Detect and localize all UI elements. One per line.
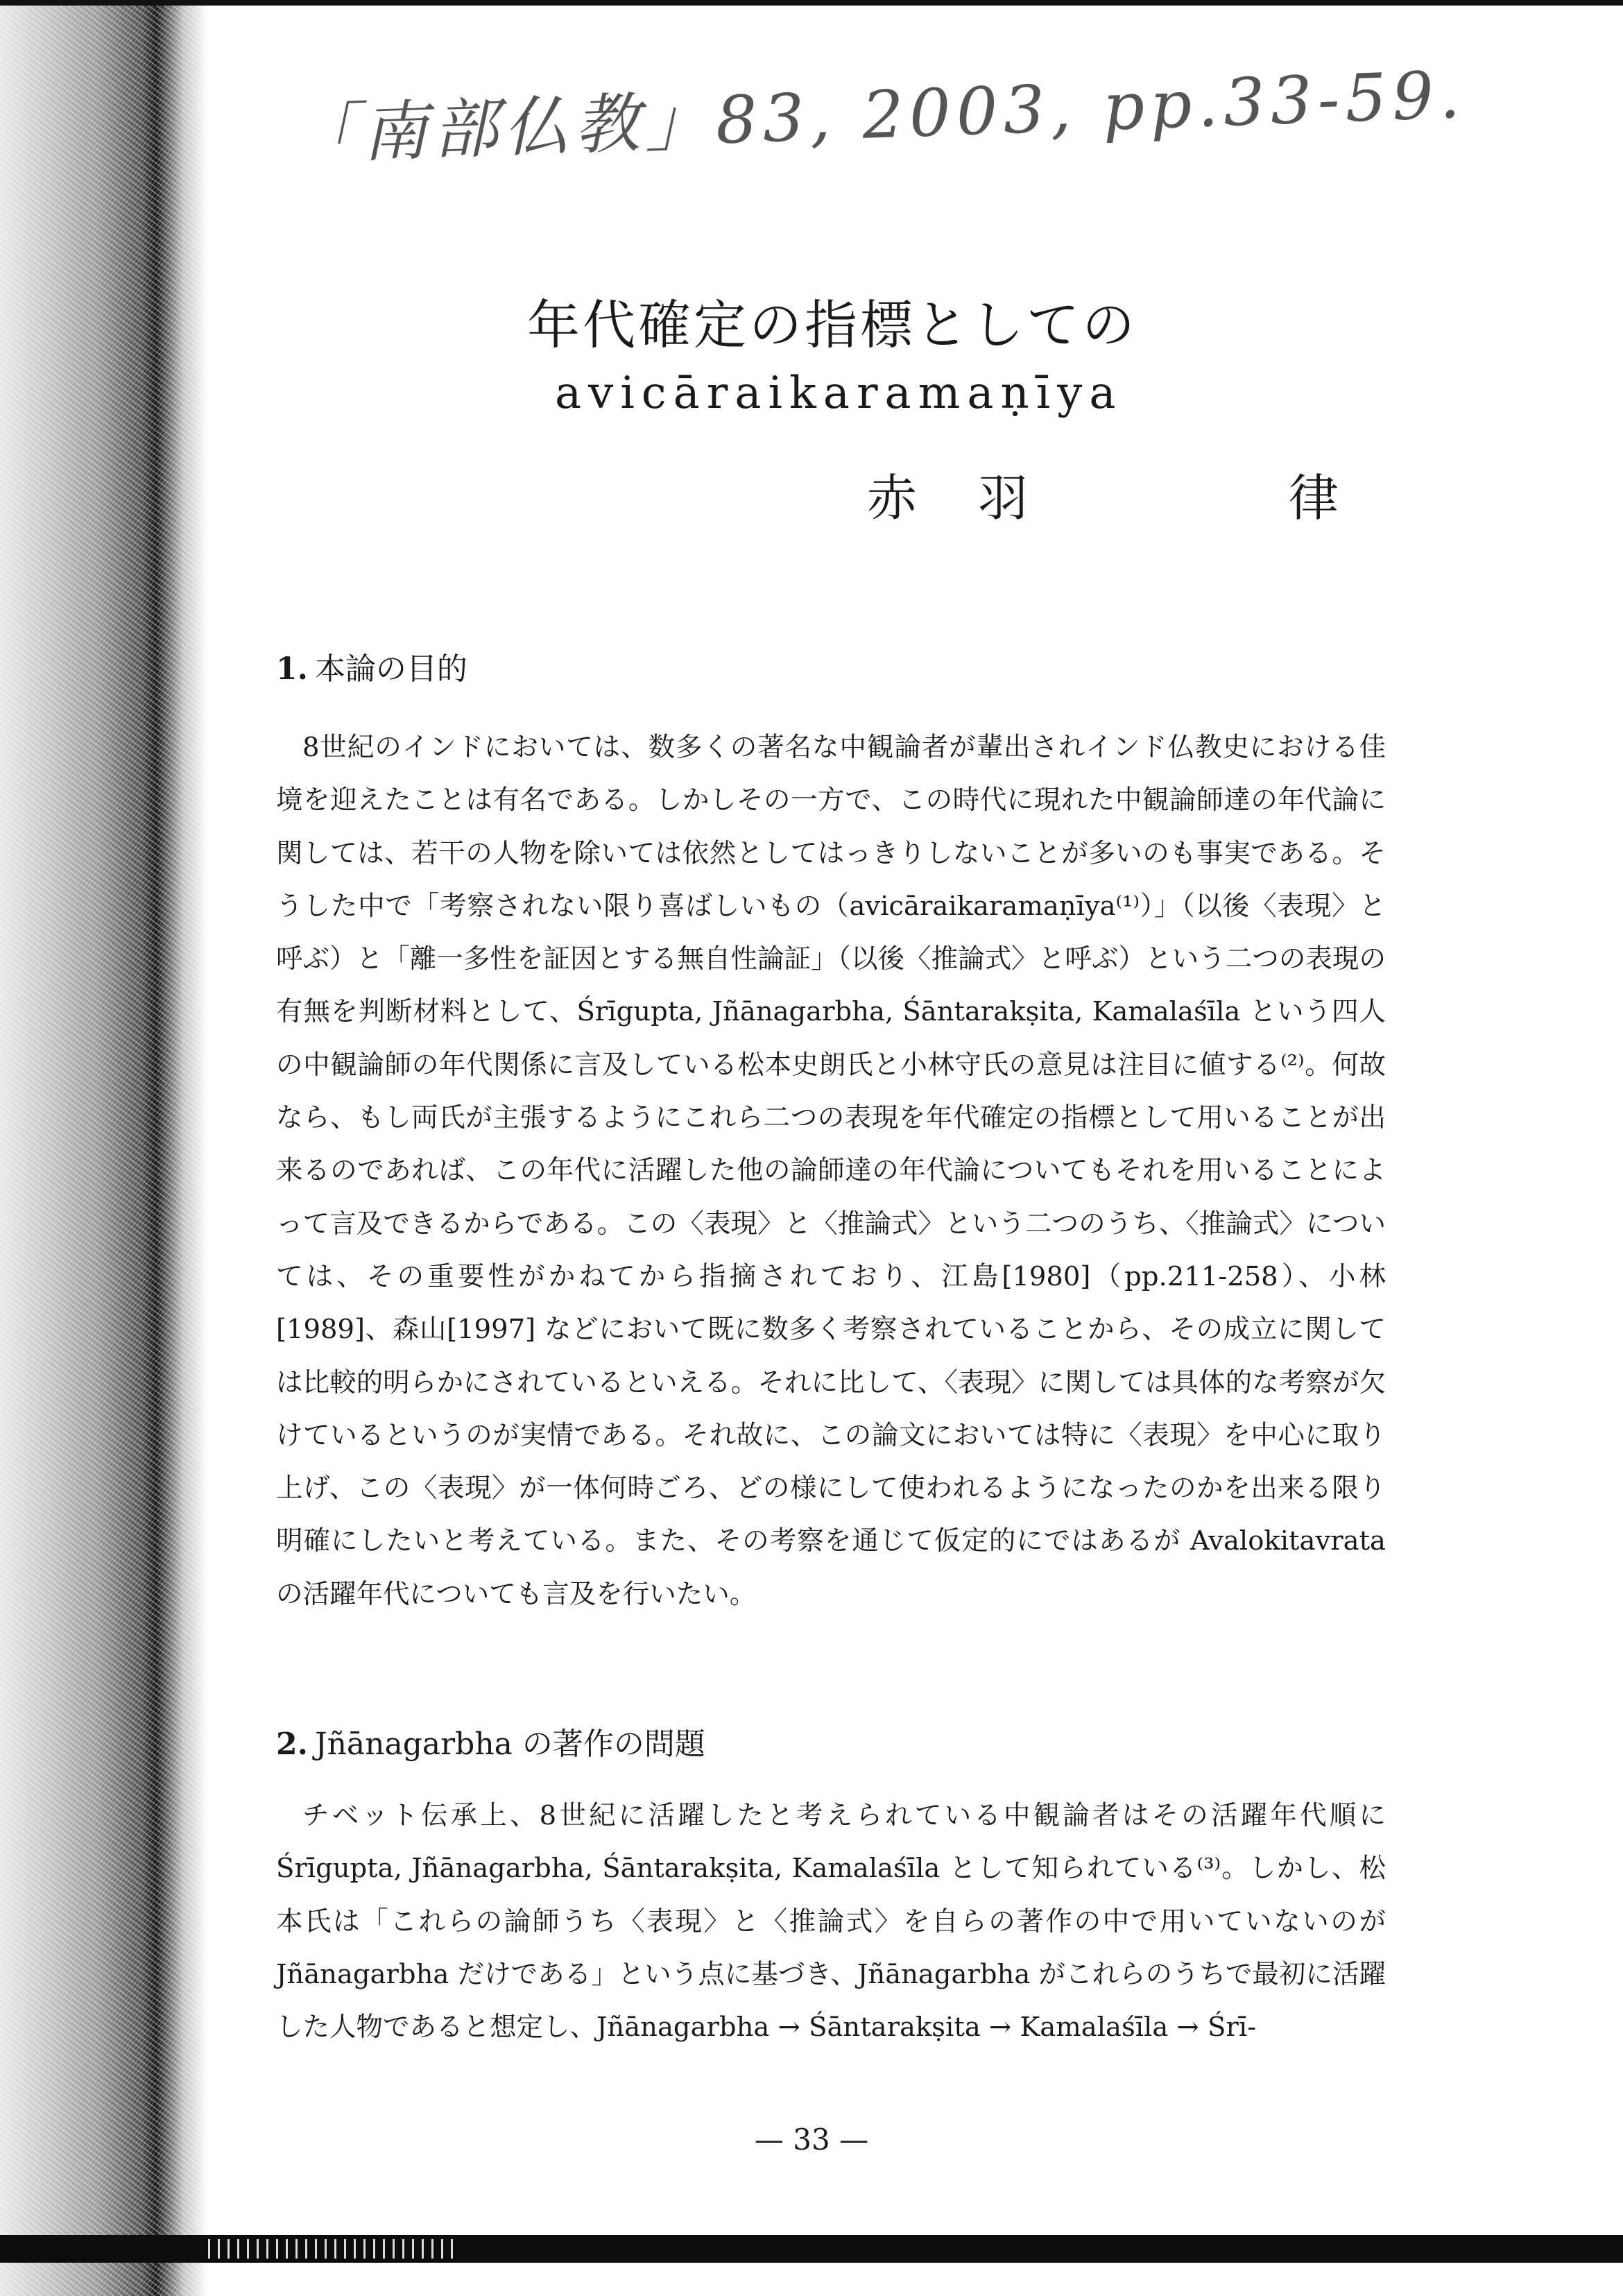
author-family-1: 赤 [867, 469, 918, 527]
page-number: — 33 — [754, 2123, 869, 2157]
section-number: 1. [276, 651, 308, 687]
scan-noise [0, 0, 208, 2296]
section-heading-2 [276, 1719, 705, 1763]
author-given: 律 [1288, 469, 1339, 527]
author-family-2: 羽 [978, 469, 1029, 527]
bottom-edge-ticks [208, 2239, 458, 2259]
section-number: 2. [276, 1727, 308, 1762]
page-title: 年代確定の指標としての [527, 294, 1137, 356]
section-body-2 [276, 1790, 1386, 2054]
section-title: 本論の目的 [314, 651, 467, 687]
handwritten-note: 「南部仏教」83, 2003, pp.33-59. [290, 57, 1467, 174]
author-name [867, 458, 1339, 530]
paragraph: 8世紀のインドにおいては、数多くの著名な中観論者が輩出されインド仏教史における佳境を迎えたことは有名である。しかしその一方で、この時代に現れた中観論師達の年代論に関しては、若干の人物を除いては依然としてはっきりしないことが多いのも事実である。そうした中で「考察されない限り喜ばしいもの（avicāraikaramaṇīya⁽¹⁾）」（以後〈表現〉と呼ぶ）と「離一多性を証因とする無自性論証」（以後〈推論式〉と呼ぶ）という二つの表現の有無を判断材料として、Śrīgupta, Jñānagarbha, Śāntarakṣita, Kamalaśīla という四人の中観論師の年代関係に言及している松本史朗氏と小林守氏の意見は注目に値する⁽²⁾。何故なら、もし両氏が主張するようにこれら二つの表現を年代確定の指標として用いることが出来るのであれば、この年代に活躍した他の論師達の年代論についてもそれを用いることによって言及できるからである。この〈表現〉と〈推論式〉という二つのうち、〈推論式〉については、その重要性がかねてから指摘されており、江島[1980]（pp.211-258）、小林[1989]、森山[1997] などにおいて既に数多く考察されていることから、その成立に関しては比較的明らかにされているといえる。それに比して、〈表現〉に関しては具体的な考察が欠けているというのが実情である。それ故に、この論文においては特に〈表現〉を中心に取り上げ、この〈表現〉が一体何時ごろ、どの様にして使われるようになったのかを出来る限り明確にしたいと考えている。また、その考察を通じて仮定的にではあるが Avalokitavrata の活躍年代についても言及を行いたい。 [276, 732, 1386, 1610]
paragraph: チベット伝承上、8世紀に活躍したと考えられている中観論者はその活躍年代順に Śrīgupta, Jñānagarbha, Śāntarakṣita, Kamalaśīla として知られている⁽³⁾。しかし、松本氏は「これらの論師うち〈表現〉と〈推論式〉を自らの著作の中で用いていないのが Jñānagarbha だけである」という点に基づき、Jñānagarbha がこれらのうちで最初に活躍した人物であると想定し、Jñānagarbha → Śāntarakṣita → Kamalaśīla → Śrī- [276, 1800, 1386, 2044]
section-body-1 [276, 721, 1386, 1621]
section-title: Jñānagarbha の著作の問題 [314, 1727, 705, 1762]
page-subtitle: avicāraikaramaṇīya [555, 368, 1123, 419]
section-heading-1 [276, 644, 467, 688]
author-gap [1089, 458, 1228, 530]
top-edge [0, 0, 1623, 6]
